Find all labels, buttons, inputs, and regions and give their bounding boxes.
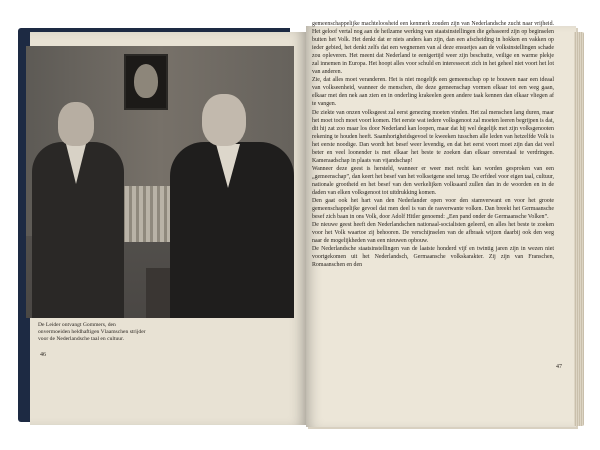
- paragraph: De ziekte van onzen volksgeest zal eerst genezing moeten vinden. Het zal menschen lang duren, maar het moet toch moet voort komen. Het eerste wat iedere volksgenoot zal moeten leeren begrijpen is dat, dit hij zat zoo maar los door Nederland kan loopen, maar dat hij wel degelijk met zijn volksgenooten rekening te houden heeft. Saamhorigheidsgevoel te kweeken tusschen alle leden van hetzelfde Volk is het eerste noodige. Dan wordt het besef weer levendig, en dat het eerst voort moet zijn dan dat veel beter en veel loonender is met elkaar het beste te zoeken dan elkaar onverstaal te verdringen. Kameraadschap in plaats van vijandschap!: [312, 109, 554, 164]
- paragraph: De Nederlandsche staatsinstellingen van de laatste honderd vijf en twintig jaren zijn in wezen niet voortgekomen uit het Nederlandsch, Germaansche volkskarakter. Zij zijn van Franschen, Romaanschen en den: [312, 246, 554, 269]
- paragraph: De nieuwe geest heeft den Nederlandschen nationaal-socialisten geleerd, en alles het beste te zoeken voor het Volk waartoe zij behooren. De verschijnselen van de afbraak wijzen daarbij ook den weg naar de mogelijkheden van een nieuwen opbouw.: [312, 222, 554, 245]
- photo-portrait-frame: [124, 54, 168, 110]
- paragraph: gemeenschappelijke machteloosheid een kenmerk zouden zijn van Nederlandsche zucht naar vrijheid. Het geloof vertal nog aan de heilzame werking van staatsinstellingen die gebaseerd zijn op beginselen buiten het Volk. Het denkt dat er niets anders kan zijn, dan een afscheiding in hokken en vakken op ieder gebied, het denkt zelfs dat een wegnemen van al deze ensuetjes aan de volksinstellingen schade zou opleveren. Het meent dat Nederland te eenigertijd weer zijn beschutte, veilige en warme plekje zal innemen in Europa. Het hoopt alles voor schuld en interessecet zich in het geheel niet voort het lot van anderen.: [312, 21, 554, 76]
- photograph: [26, 46, 294, 318]
- body-text: [312, 20, 554, 269]
- photo-person-right: [166, 94, 294, 318]
- page-number-right: 47: [556, 364, 562, 370]
- photo-person-left: [32, 102, 124, 318]
- page-number-left: 46: [40, 352, 46, 358]
- page-edges: [574, 32, 584, 426]
- photo-caption: De Leider ontvangt Gommers, den onvermoeiden heldhaftigen Vlaamschen strijder voor de Nederlandsche taal en cultuur.: [38, 322, 146, 342]
- paragraph: Den gaat ook het hart van den Nederlander open voor den stamverwant en voor het groote gemeenschappelijke gevoel dat men deel is van de rasverwante volken. Dan breekt het Germaansche besef zich baan in ons Volk, door Adolf Hitler genoemd: „Een pand onder de Germaansche Volken”.: [312, 198, 554, 221]
- paragraph: Wanneer deze geest is hersteld, wanneer er weer met recht kan worden gesproken van een „gemeenschap”, dan keert het besef van het volkseigene snel terug. De erfdeel voor eigen taal, cultuur, nationale grootheid en het besef van den werkelijken volksaard zullen dan in de woorden en in de daden van elken volksgenoot tot uitdrukking komen.: [312, 165, 554, 196]
- paragraph: Zie, dat alles moet veranderen. Het is niet mogelijk een gemeenschap op te bouwen naar een ideaal van volkseenheid, wanneer de menschen, die deze gemeenschap vormen elkaar tot een weg gaan, elkaar met den nek aan zien en in onderling krakeelen geen andere taak kennen dan elkaar vliegen af te vangen.: [312, 77, 554, 108]
